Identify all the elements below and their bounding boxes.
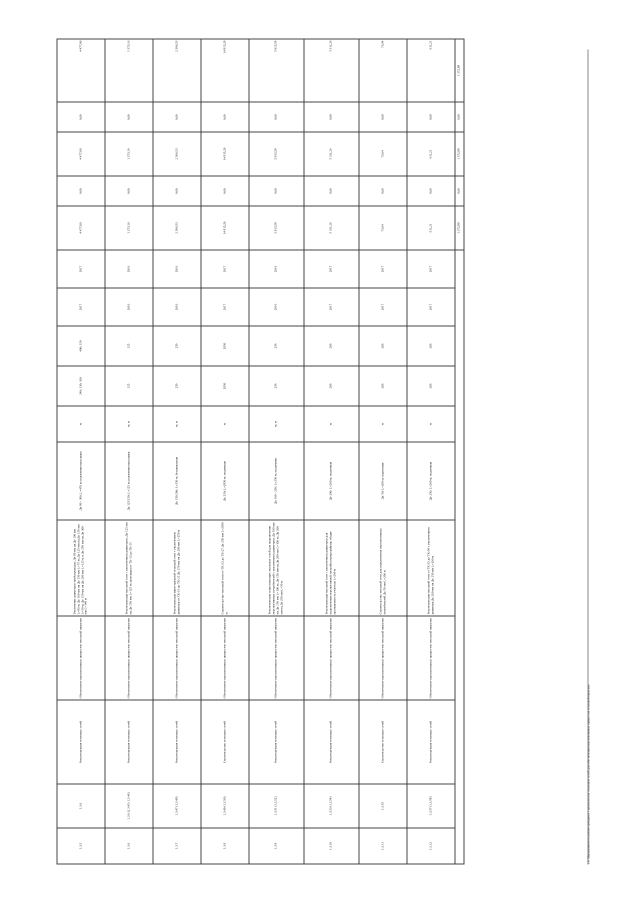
cell-unit: м [201,406,249,442]
cell-desc: Реконструкция тепловой сети от ТК-35 до ТК-38 с увеличением диаметра Ду 200 мм на Ду 250 мм L=200 м [407,520,455,616]
cell-purpose: Обеспечение перспективных приростов тепловой нагрузки [105,616,153,700]
cell-f1: 611,21 [407,206,455,250]
cell-name: Реконструкция тепловых сетей [407,700,455,784]
cell-v2: 200 [359,326,407,366]
cell-f4: 0,00 [407,102,455,132]
cell-f1: 2 306,53 [153,206,201,250]
cell-purpose: Обеспечение перспективных приростов тепловой нагрузки [57,616,105,700]
cell-unit: м; м [105,406,153,442]
cell-code: 1.3.57 (1.3.58) [407,784,455,828]
cell-y2: 2017 [201,250,249,288]
cell-v1: 240; 130; 100 [57,366,105,406]
cell-unit: м [407,406,455,442]
cell-code: 1.3.55 [359,784,407,828]
cell-purpose: Обеспечение перспективных приростов тепловой нагрузки [407,616,455,700]
cell-name: Реконструкция тепловых сетей [249,700,304,784]
cell-num: 1.3.9 [249,828,304,864]
cell-num: 1.3.7 [153,828,201,864]
cell-f3: 4 477,00 [57,132,105,176]
cell-f5: 73,64 [359,39,407,102]
total-f3: 1 372,88 [455,132,464,176]
cell-num: 1.3.11 [359,828,407,864]
cell-v2: 200 [304,326,359,366]
cell-v2: 250 [153,326,201,366]
cell-params: Ду 200; L=200 м; подземная [304,442,359,520]
measures-table [57,39,465,865]
cell-y2: 2017 [407,250,455,288]
total-f1: 1 372,88 [455,206,464,250]
cell-f2: 0,00 [57,176,105,206]
cell-num: 1.3.12 [407,828,455,864]
cell-v1: 2850 [201,366,249,406]
cell-f1: 14 815,29 [201,206,249,250]
cell-v1: 200 [407,366,455,406]
cell-code: 1.3.49 (1.3.50) [201,784,249,828]
cell-params: Ду 250; L=2850 м; подземная [201,442,249,520]
cell-f2: 0,00 [304,176,359,206]
cell-code: 1.3.53 (1.3.54) [304,784,359,828]
cell-unit: м; м [153,406,201,442]
cell-y1: 2017 [304,288,359,326]
cell-purpose: Обеспечение перспективных приростов тепловой нагрузки [249,616,304,700]
cell-f1: 4 477,00 [57,206,105,250]
table-row [201,39,249,864]
cell-v2: 2850 [201,326,249,366]
cell-desc: Строительство тепловой сети для подключения перспективных потребителей Ду 50 мм L=200 м [359,520,407,616]
cell-f1: 5 915,58 [249,206,304,250]
cell-f4: 0,00 [359,102,407,132]
cell-y2: 2017 [304,250,359,288]
cell-name: Строительство тепловых сетей [359,700,407,784]
cell-y1: 2017 [201,288,249,326]
cell-unit: м [304,406,359,442]
cell-y1: 2017 [359,288,407,326]
cell-y2: 2017 [359,250,407,288]
totals-row [455,39,464,864]
cell-f2: 0,00 [201,176,249,206]
cell-desc: Реконструкция магистральной тепловой сети с увеличением диаметра от ТК-16 до ТК-21 Ду 150 мм на Ду 200 мм L=250 м [153,520,201,616]
total-f5: 1 372,88 [455,39,464,102]
cell-f5: 611,21 [407,39,455,102]
cell-f3: 2 306,53 [153,132,201,176]
cell-f3: 611,21 [407,132,455,176]
cell-desc: Реконструкция существующих тепловых сетей для подключения перспективных потребителей с увеличением диаметров: Ду 100 мм на Ду 150 мм L=100 м; Ду 150 мм на Ду 200 мм L=100 м; Ду 200 мм на Ду 250 мм L=50 м [249,520,304,616]
cell-f3: 73,64 [359,132,407,176]
cell-y2: 2017 [57,250,105,288]
table-row [153,39,201,864]
cell-v2: 125 [105,326,153,366]
cell-params: Ду 80 - 300, L=470 м; подземная прокладка [57,442,105,520]
cell-f3: 14 815,29 [201,132,249,176]
cell-purpose: Обеспечение перспективных приростов тепловой нагрузки [153,616,201,700]
cell-y1: 2016 [249,288,304,326]
cell-params: Ду 50; L=200 м; подземная [359,442,407,520]
total-f4: 0,00 [455,102,464,132]
cell-desc: Реконструкция тепловой сети с увеличением диаметров для подключения перспективной застройки микрорайона; общая протяженность участков L=200 м [304,520,359,616]
cell-desc: Реконструкция тепловой сети с увеличением диаметров: Ду 125 мм на Ду 150 мм L=125 м; прокладка от ТК-13 до ТК-15 [105,520,153,616]
cell-code: 1.3.47 (1.3.48) [153,784,201,828]
table-row [249,39,304,864]
cell-f2: 0,00 [105,176,153,206]
cell-v2: 250 [249,326,304,366]
cell-f5: 5 311,26 [304,39,359,102]
cell-f3: 5 311,26 [304,132,359,176]
cell-f1: 5 311,26 [304,206,359,250]
cell-f4: 0,00 [304,102,359,132]
cell-v1: 200 [304,366,359,406]
cell-name: Реконструкция тепловых сетей [153,700,201,784]
cell-y2: 2016 [249,250,304,288]
table-row [359,39,407,864]
cell-unit: м [57,406,105,442]
table-row [57,39,105,864]
cell-unit: м; м [249,406,304,442]
cell-v1: 125 [105,366,153,406]
table-row [407,39,455,864]
cell-code: 1.3.6 [57,784,105,828]
cell-f5: 4 477,00 [57,39,105,102]
cell-name: Реконструкция тепловых сетей [57,700,105,784]
cell-f5: 1 373,16 [105,39,153,102]
cell-f5: 5 915,58 [249,39,304,102]
table-row [304,39,359,864]
table-row [105,39,153,864]
cell-y2: 2016 [105,250,153,288]
cell-v2: 200 [407,326,455,366]
cell-f2: 0,00 [359,176,407,206]
cell-f3: 5 915,58 [249,132,304,176]
cell-f2: 0,00 [407,176,455,206]
cell-f1: 1 373,16 [105,206,153,250]
cell-purpose: Обеспечение перспективных приростов тепловой нагрузки [201,616,249,700]
cell-name: Строительство тепловых сетей [201,700,249,784]
cell-f4: 0,00 [105,102,153,132]
cell-y1: 2017 [407,288,455,326]
cell-desc: Увеличение диаметров трубопроводов: Ду 80 мм на Ду 100 мм L=80 м; Ду 100 мм на Ду 150 мм L=75 м; Ду 125 мм на Ду 150 мм L=50 м; Ду 150 мм на Ду 200 мм L=125 м и Ду 250 мм на Ду 300 мм L=140 м [57,520,105,616]
cell-params: Ду 250; L=200 м; подземная [407,442,455,520]
cell-params: Ду 100 - 250; L=250 м; подземная [249,442,304,520]
cell-num: 1.3.8 [201,828,249,864]
cell-name: Реконструкция тепловых сетей [105,700,153,784]
cell-v1: 200 [359,366,407,406]
cell-f4: 0,00 [153,102,201,132]
cell-desc: Строительство тепловой сети от ТК-23 до ТК-27 Ду 250 мм L=2850 м [201,520,249,616]
cell-y1: 2016 [105,288,153,326]
cell-f2: 0,00 [249,176,304,206]
cell-purpose: Обеспечение перспективных приростов тепловой нагрузки [304,616,359,700]
cell-f5: 2 306,53 [153,39,201,102]
cell-num: 1.3.6 [105,828,153,864]
cell-f1: 73,64 [359,206,407,250]
cell-code: 1.3.51 (1.3.52) [249,784,304,828]
cell-num: 1.3.10 [304,828,359,864]
cell-y1: 2017 [57,288,105,326]
cell-purpose: Обеспечение перспективных приростов тепловой нагрузки [359,616,407,700]
cell-f2: 0,00 [153,176,201,206]
cell-f4: 0,00 [249,102,304,132]
cell-v1: 250 [249,366,304,406]
cell-params: Ду 150/200; L=250 м; бесканальная [153,442,201,520]
cell-f4: 0,00 [57,102,105,132]
cell-f3: 1 373,16 [105,132,153,176]
cell-v2: 400; 150 [57,326,105,366]
cell-f4: 0,00 [201,102,249,132]
cell-params: Ду 125/150; L=125 м; подземная прокладка [105,442,153,520]
cell-y1: 2016 [153,288,201,326]
cell-code: 1.3.6 (1.3.45; 1.3.46) [105,784,153,828]
cell-f5: 14 815,29 [201,39,249,102]
total-f2: 0,00 [455,176,464,206]
cell-name: Реконструкция тепловых сетей [304,700,359,784]
cell-v1: 250 [153,366,201,406]
cell-num: 1.3.5 [57,828,105,864]
rotated-table-sheet [43,30,599,875]
footnote: 1.4. Мероприятия по реконструкции и строительству тепловых сетей для обеспечения перспективных приростов тепловой нагрузки [586,684,591,865]
cell-y2: 2016 [153,250,201,288]
cell-unit: м [359,406,407,442]
